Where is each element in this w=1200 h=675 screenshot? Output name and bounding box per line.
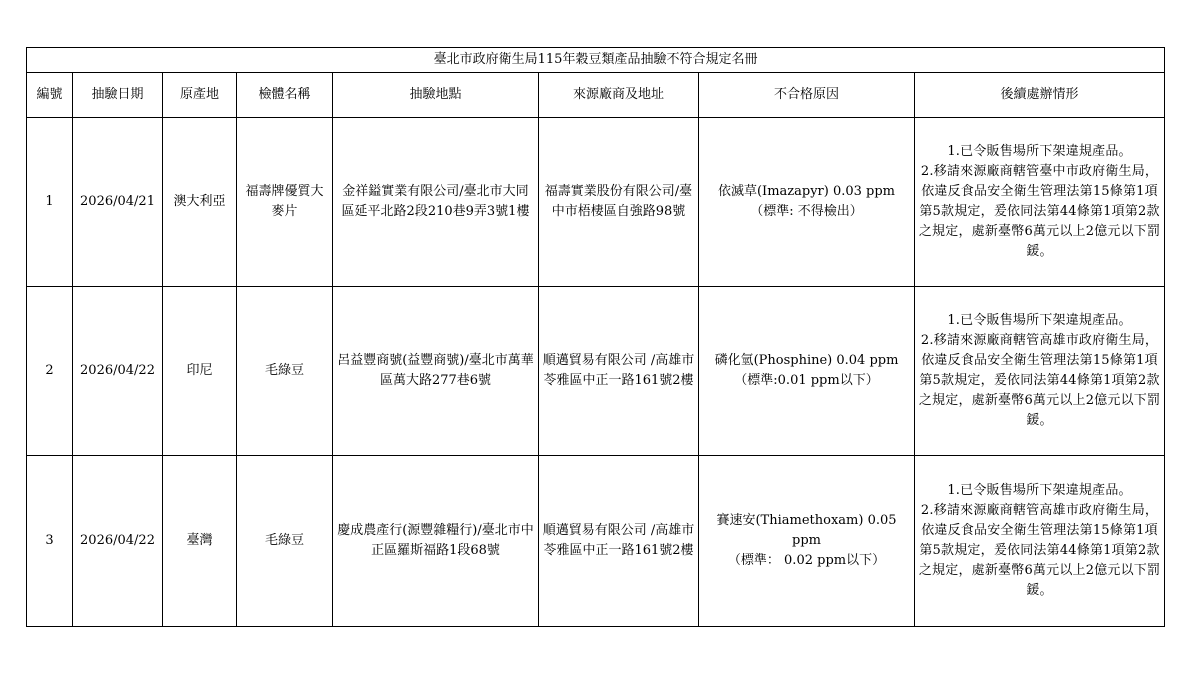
followup-step-2: 2.移請來源廠商轄管高雄市政府衛生局，依違反食品安全衛生管理法第15條第1項第5款規定，爰依同法第44條第1項第2款之規定，處新臺幣6萬元以上2億元以下罰鍰。 (918, 503, 1161, 598)
table-title: 臺北市政府衛生局115年穀豆類產品抽驗不符合規定名冊 (27, 48, 1165, 73)
header-supplier: 來源廠商及地址 (539, 73, 699, 118)
header-no: 編號 (27, 73, 73, 118)
cell-followup (915, 118, 1165, 287)
followup-step-2: 2.移請來源廠商轄管高雄市政府衛生局，依違反食品安全衛生管理法第15條第1項第5款規定，爰依同法第44條第1項第2款之規定，處新臺幣6萬元以上2億元以下罰鍰。 (918, 333, 1161, 428)
cell-origin: 澳大利亞 (163, 118, 237, 287)
reason-text: 磷化氫(Phosphine) 0.04 ppm (714, 353, 899, 368)
header-location: 抽驗地點 (333, 73, 539, 118)
header-sample: 檢體名稱 (237, 73, 333, 118)
reason-text: 賽速安(Thiamethoxam) 0.05 ppm (716, 513, 897, 548)
reason-text: 依滅草(Imazapyr) 0.03 ppm (717, 184, 896, 199)
cell-date: 2026/04/22 (73, 456, 163, 627)
cell-no: 2 (27, 287, 73, 456)
cell-followup (915, 287, 1165, 456)
followup-step-1: 1.已令販售場所下架違規產品。 (947, 313, 1132, 328)
cell-sample: 福壽牌優質大麥片 (237, 118, 333, 287)
cell-no: 1 (27, 118, 73, 287)
cell-reason (699, 118, 915, 287)
cell-reason (699, 456, 915, 627)
cell-date: 2026/04/21 (73, 118, 163, 287)
reason-standard: （標準:0.01 ppm以下） (734, 373, 879, 388)
cell-date: 2026/04/22 (73, 287, 163, 456)
cell-sample: 毛綠豆 (237, 456, 333, 627)
cell-origin: 印尼 (163, 287, 237, 456)
table-row (27, 287, 1165, 456)
followup-step-1: 1.已令販售場所下架違規產品。 (947, 483, 1132, 498)
cell-followup (915, 456, 1165, 627)
header-date: 抽驗日期 (73, 73, 163, 118)
cell-location: 呂益豐商號(益豐商號)/臺北市萬華區萬大路277巷6號 (333, 287, 539, 456)
cell-no: 3 (27, 456, 73, 627)
cell-supplier: 福壽實業股份有限公司/臺中市梧棲區自強路98號 (539, 118, 699, 287)
followup-step-1: 1.已令販售場所下架違規產品。 (947, 144, 1132, 159)
header-origin: 原產地 (163, 73, 237, 118)
header-followup: 後續處辦情形 (915, 73, 1165, 118)
cell-location: 慶成農產行(源豐雜糧行)/臺北市中正區羅斯福路1段68號 (333, 456, 539, 627)
cell-origin: 臺灣 (163, 456, 237, 627)
cell-supplier: 順邁貿易有限公司 /高雄市苓雅區中正一路161號2樓 (539, 287, 699, 456)
report-sheet (26, 47, 1164, 627)
noncompliance-table (26, 47, 1165, 627)
cell-reason (699, 287, 915, 456)
followup-step-2: 2.移請來源廠商轄管臺中市政府衛生局，依違反食品安全衛生管理法第15條第1項第5款規定，爰依同法第44條第1項第2款之規定，處新臺幣6萬元以上2億元以下罰鍰。 (918, 164, 1161, 259)
title-row (27, 48, 1165, 73)
header-row (27, 73, 1165, 118)
cell-supplier: 順邁貿易有限公司 /高雄市苓雅區中正一路161號2樓 (539, 456, 699, 627)
reason-standard: （標準: 不得檢出） (750, 204, 863, 219)
reason-standard: （標準： 0.02 ppm以下） (727, 553, 886, 568)
table-row (27, 456, 1165, 627)
table-row (27, 118, 1165, 287)
cell-sample: 毛綠豆 (237, 287, 333, 456)
header-reason: 不合格原因 (699, 73, 915, 118)
cell-location: 金祥鎰實業有限公司/臺北市大同區延平北路2段210巷9弄3號1樓 (333, 118, 539, 287)
